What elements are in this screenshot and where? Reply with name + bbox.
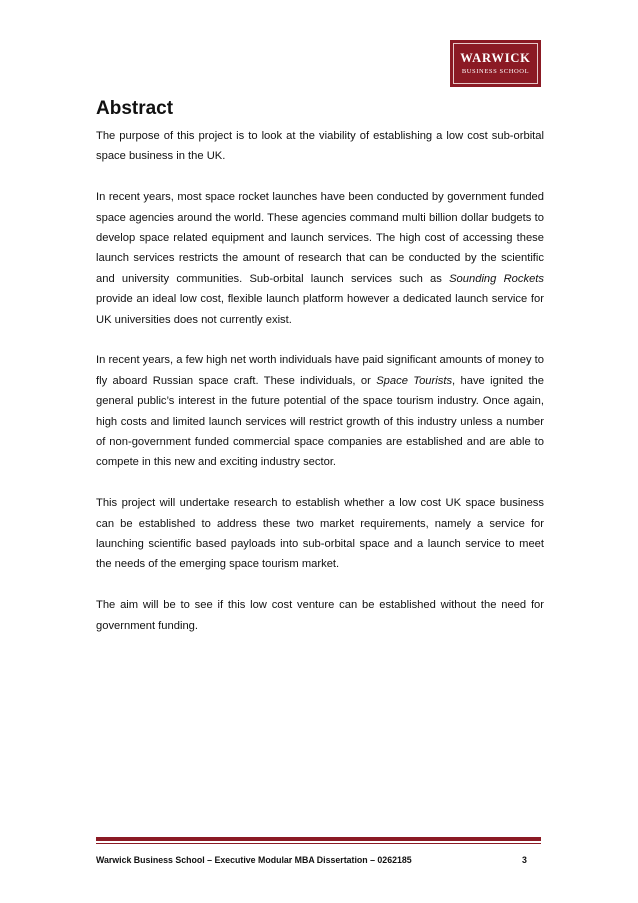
page-title: Abstract bbox=[96, 98, 174, 119]
paragraph-project-research-text: This project will undertake research to establish whether a low cost UK space business can be established to address these two market requirements, namely a service for launching scientific based payloads into sub-orbital space and a launch service to meet the needs of the emerging space tourism market. bbox=[96, 497, 544, 571]
footer-rule-thin bbox=[96, 843, 541, 844]
logo-frame bbox=[453, 43, 538, 84]
paragraph-purpose bbox=[96, 126, 544, 167]
emphasis-sounding-rockets: Sounding Rockets bbox=[449, 272, 544, 285]
paragraph-launch-services-text-a: In recent years, most space rocket launches have been conducted by government funded space agencies around the world. These agencies command multi billion dollar budgets to develop space related equipment and launch services. The high cost of accessing these launch services restricts the amount of research that can be conducted by the scientific and university communities. Sub-orbital launch services such as bbox=[96, 191, 544, 285]
abstract-body bbox=[96, 126, 544, 656]
paragraph-space-tourism-text-b: , have ignited the general public’s interest in the future potential of the space tourism industry. Once again, high costs and limited launch services will restrict growth of this industry unless a number of non-government funded commercial space companies are established and are able to compete in this new and exciting industry sector. bbox=[96, 374, 545, 469]
paragraph-purpose-text: The purpose of this project is to look at the viability of establishing a low cost sub-orbital space business in the UK. bbox=[96, 130, 544, 163]
paragraph-space-tourism bbox=[96, 350, 544, 472]
emphasis-space-tourists: Space Tourists bbox=[376, 374, 453, 387]
paragraph-aim-text: The aim will be to see if this low cost venture can be established without the need for government funding. bbox=[96, 599, 544, 632]
paragraph-launch-services-text-b: provide an ideal low cost, flexible launch platform however a dedicated launch service for UK universities does not currently exist. bbox=[96, 293, 544, 326]
paragraph-aim bbox=[96, 595, 544, 636]
footer-text: Warwick Business School – Executive Modular MBA Dissertation – 0262185 bbox=[96, 855, 412, 865]
paragraph-launch-services bbox=[96, 187, 544, 330]
logo-line-warwick: WARWICK bbox=[460, 51, 531, 65]
warwick-business-school-logo bbox=[450, 40, 541, 87]
page-number: 3 bbox=[522, 855, 527, 865]
paragraph-project-research bbox=[96, 493, 544, 575]
logo-line-business-school: BUSINESS SCHOOL bbox=[461, 67, 530, 75]
paragraph-space-tourism-text-a: In recent years, a few high net worth individuals have paid significant amounts of money to fly aboard Russian space craft. These individuals, or bbox=[96, 354, 544, 387]
footer-rule-thick bbox=[96, 837, 541, 841]
